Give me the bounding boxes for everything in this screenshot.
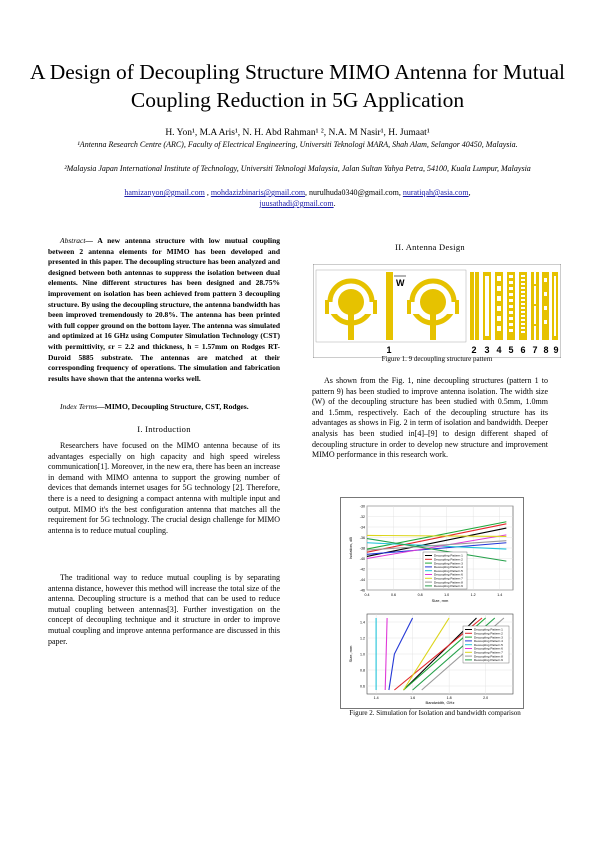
index-terms-text: —MIMO, Decoupling Structure, CST, Rodges. [97, 402, 249, 411]
paper-title: A Design of Decoupling Structure MIMO Antenna for Mutual Coupling Reduction in 5G Application [29, 60, 566, 112]
y-tick-label: 1.2 [360, 636, 365, 641]
y-tick-label: -30 [359, 504, 365, 509]
pattern-number-5: 5 [508, 345, 514, 355]
pattern-9 [552, 272, 558, 340]
x-tick-label: 1.4 [497, 593, 503, 597]
pattern-4 [495, 272, 503, 340]
pattern-number-8: 8 [543, 345, 549, 355]
figure-2-caption: Figure 2. Simulation for Isolation and bandwidth comparison [349, 709, 521, 717]
y-axis-label: Size, mm [348, 645, 353, 663]
x-tick-label: 0.6 [391, 593, 397, 597]
abstract-label: Abstract [60, 236, 86, 245]
legend-label-pattern-5: Decoupling Pattern 5 [474, 642, 503, 647]
y-tick-label: -40 [359, 557, 365, 561]
y-axis-label: Isolation, dB [348, 536, 353, 560]
author-list: H. Yon¹, M.A Aris¹, N. H. Abd Rahman¹ ², N.A. M Nasir¹, H. Jumaat¹ [165, 128, 430, 138]
pattern-number-3: 3 [484, 345, 490, 355]
section-heading-introduction: I. Introduction [137, 424, 191, 434]
intro-paragraph-1: Researchers have focused on the MIMO antenna because of its advantages especially on high capacity and high speed wireless communication[1]. Moreover, in the new era, there has been an increase in demand with MIMO antenna to support the growing number of devices that demands internet usages for 5G technology [2]. Therefore, there is a need to designing a compact antenna with multiple input and output. MIMO it's the best configuration antenna that matches all the requirement for 5G technology. The crucial design challenge for MIMO antenna is to reduce mutual coupling. [48, 441, 280, 535]
pattern-number-9: 9 [553, 345, 559, 355]
pattern-number-6: 6 [520, 345, 526, 355]
x-tick-label: 1.8 [446, 696, 452, 700]
decoupling-strip [386, 272, 393, 340]
legend-label-pattern-2: Decoupling Pattern 2 [474, 631, 503, 636]
figure-2-isolation-chart [345, 500, 521, 606]
pattern-number-4: 4 [496, 345, 502, 355]
affiliation-2: ²Malaysia Japan International Institute of Technology, Universiti Teknologi Malaysia, Jalan Sultan Yahya Petra, 54100, Kuala Lumpur, Malaysia [64, 164, 531, 173]
x-tick-label: 1.0 [444, 593, 450, 597]
legend-label-pattern-6: Decoupling Pattern 6 [474, 646, 503, 651]
legend-label-pattern-4: Decoupling Pattern 4 [474, 639, 503, 644]
antenna-design-paragraph: As shown from the Fig. 1, nine decoupling structures (pattern 1 to pattern 9) has been studied to improve antenna isolation. The width size (W) of the decoupling structure has been studied with 0.5mm, 1.0mm and 1.5mm, respectively. Each of the decoupling structure has its advantages as shows in Fig. 2 in term of isolation and bandwidth. Deeper analysis has been studied in[4]–[9] to design different shaped of decoupling structure in order to develop new structure and improvement MIMO performance in this research work. [312, 376, 548, 460]
legend-label-pattern-6: Decoupling Pattern 6 [434, 572, 463, 577]
pattern-number-2: 2 [471, 345, 477, 355]
email-list: hamizanyon@gmail.com , mohdazizbinaris@gmail.com, nurulhuda0340@gmail.com, nuratiqah@asia.com, juusathadi@gmail.com. [124, 188, 471, 208]
x-tick-label: 0.8 [417, 593, 423, 597]
y-tick-label: 1.0 [360, 652, 365, 657]
intro-paragraph-2: The traditional way to reduce mutual coupling is by separating antenna distance, however this method will increase the total size of the antenna. Decoupling structure is a method that can be used to reduce mutual coupling between antennas[3]. Further investigation on the concept of decoupling technique and it structure in order to improve mutual coupling and improve antenna performance are discussed in this paper. [48, 573, 280, 646]
x-tick-label: 2.0 [483, 696, 489, 700]
y-tick-label: -42 [359, 567, 365, 572]
pattern-5 [507, 272, 515, 340]
legend-label-pattern-2: Decoupling Pattern 2 [434, 557, 463, 562]
email-link-5[interactable]: juusathadi@gmail.com [259, 199, 334, 208]
figure-1-caption: Figure 1. 9 decoupling structure pattern [381, 355, 493, 363]
email-link-1[interactable]: hamizanyon@gmail.com [124, 188, 205, 197]
index-terms-label: Index Terms [60, 402, 98, 411]
pattern-number-7: 7 [532, 345, 538, 355]
x-axis-label: Size, mm [431, 598, 449, 603]
legend-label-pattern-3: Decoupling Pattern 3 [474, 635, 503, 640]
x-tick-label: 1.6 [410, 696, 416, 700]
legend-label-pattern-8: Decoupling Pattern 8 [474, 654, 503, 659]
section-heading-antenna-design: II. Antenna Design [395, 242, 465, 252]
x-tick-label: 1.2 [470, 593, 476, 597]
pattern-6 [519, 272, 527, 340]
x-tick-label: 1.4 [373, 696, 379, 700]
legend-label-pattern-4: Decoupling Pattern 4 [434, 565, 463, 570]
pattern-8 [542, 272, 549, 340]
pattern-number-1: 1 [386, 345, 392, 355]
y-tick-label: -36 [359, 536, 365, 540]
legend-label-pattern-7: Decoupling Pattern 7 [434, 576, 463, 581]
y-tick-label: 0.6 [360, 684, 365, 689]
affiliation-1: ¹Antenna Research Centre (ARC), Faculty of Electrical Engineering, Universiti Teknologi MARA, Shah Alam, Selangor 40450, Malaysia. [77, 140, 518, 149]
email-3: nurulhuda0340@gmail.com [309, 188, 399, 197]
legend-label-pattern-3: Decoupling Pattern 3 [434, 561, 463, 566]
y-tick-label: 0.8 [360, 668, 365, 673]
index-terms [48, 402, 280, 413]
legend-label-pattern-5: Decoupling Pattern 5 [434, 568, 463, 573]
x-tick-label: 0.4 [364, 593, 370, 597]
y-tick-label: -44 [359, 578, 365, 582]
x-axis-label: Bandwidth, GHz [425, 700, 455, 705]
abstract [48, 236, 280, 384]
y-tick-label: -34 [359, 525, 365, 530]
y-tick-label: 1.4 [360, 620, 365, 625]
legend-label-pattern-8: Decoupling Pattern 8 [434, 580, 463, 585]
y-tick-label: -32 [359, 515, 365, 519]
y-tick-label: -38 [359, 546, 365, 551]
legend-label-pattern-1: Decoupling Pattern 1 [434, 553, 463, 558]
figure-2-bandwidth-chart [345, 610, 521, 706]
width-label-w: W [396, 278, 405, 288]
figure-1-decoupling-patterns [313, 264, 561, 358]
abstract-text: — A new antenna structure with low mutual coupling between 2 antenna elements for MIMO has been developed and presented in this paper. The decoupling structure has been analyzed and designed between both antennas to suppress the isolation between dual elements. Nine different structures has been designed and 28.75% improvement on isolation has been achieved from pattern 3 decoupling structure. By using the decoupling structure, the antenna bandwidth has been improved tremendously to 20.8%. The antenna has been printed with full copper ground on the bottom layer. The antenna was simulated and optimized at 16 GHz using Computer Simulation Technology (CST) with permittivity, εr = 2.2 and thickness, h = 1.57mm on Rodges RT-Duroid 5885 substrate. The antennas are matched at their corresponding frequency of operations. The simulation and fabrication results have shown that the antenna works well. [48, 236, 280, 383]
email-link-2[interactable]: mohdazizbinaris@gmail.com [210, 188, 306, 197]
email-link-4[interactable]: nuratiqah@asia.com [402, 188, 469, 197]
legend-label-pattern-9: Decoupling Pattern 9 [434, 584, 463, 589]
legend-label-pattern-7: Decoupling Pattern 7 [474, 650, 503, 655]
pattern-3 [483, 272, 491, 340]
y-tick-label: -46 [359, 588, 365, 593]
legend-label-pattern-9: Decoupling Pattern 9 [474, 658, 503, 663]
legend-label-pattern-1: Decoupling Pattern 1 [474, 627, 503, 632]
